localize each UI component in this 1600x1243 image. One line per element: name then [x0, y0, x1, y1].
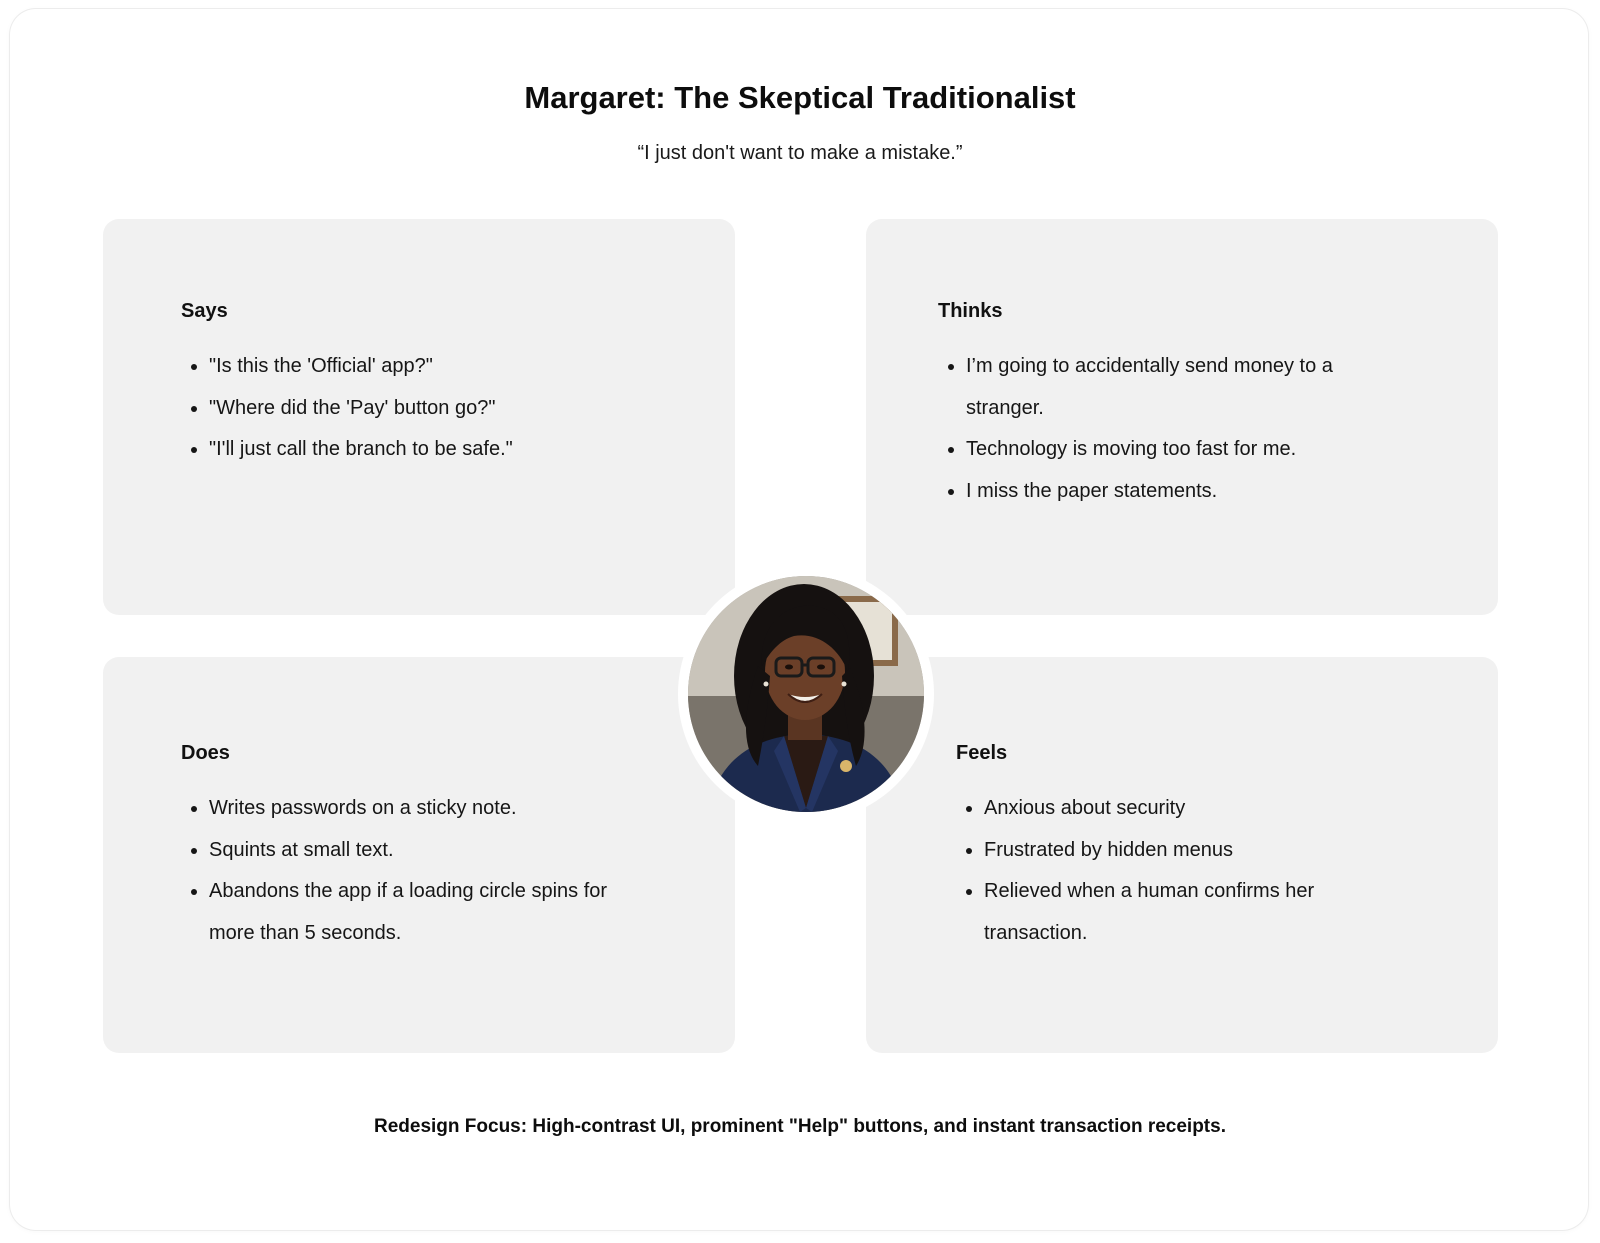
- does-list: [181, 788, 639, 954]
- does-heading: Does: [181, 742, 230, 764]
- list-item: • Relieved when a human confirms her transaction.: [984, 871, 1384, 954]
- persona-quote: “I just don't want to make a mistake.”: [637, 142, 963, 164]
- list-item: • "Where did the 'Pay' button go?": [209, 388, 639, 430]
- thinks-heading: Thinks: [938, 300, 1003, 322]
- says-heading: Says: [181, 300, 228, 322]
- persona-portrait: [688, 576, 924, 812]
- thinks-list: [938, 346, 1396, 512]
- says-quadrant: [103, 219, 735, 615]
- list-item: • Writes passwords on a sticky note.: [209, 788, 639, 830]
- thinks-quadrant: [866, 219, 1498, 615]
- list-item: • Abandons the app if a loading circle spins for more than 5 seconds.: [209, 871, 639, 954]
- feels-list: [956, 788, 1384, 954]
- list-item: • I’m going to accidentally send money to a stranger.: [966, 346, 1396, 429]
- list-item: • Frustrated by hidden menus: [984, 830, 1384, 872]
- list-item: • Technology is moving too fast for me.: [966, 429, 1396, 471]
- redesign-focus: Redesign Focus: High-contrast UI, prominent "Help" buttons, and instant transaction receipts.: [374, 1116, 1226, 1137]
- says-list: [181, 346, 639, 471]
- persona-title: Margaret: The Skeptical Traditionalist: [524, 80, 1076, 115]
- list-item: • I miss the paper statements.: [966, 471, 1396, 513]
- does-quadrant: [103, 657, 735, 1053]
- avatar: [688, 576, 924, 812]
- list-item: • Anxious about security: [984, 788, 1384, 830]
- list-item: • "Is this the 'Official' app?": [209, 346, 639, 388]
- feels-heading: Feels: [956, 742, 1008, 764]
- feels-quadrant: [866, 657, 1498, 1053]
- avatar-ring: [678, 566, 934, 822]
- list-item: • Squints at small text.: [209, 830, 639, 872]
- list-item: • "I'll just call the branch to be safe.": [209, 429, 639, 471]
